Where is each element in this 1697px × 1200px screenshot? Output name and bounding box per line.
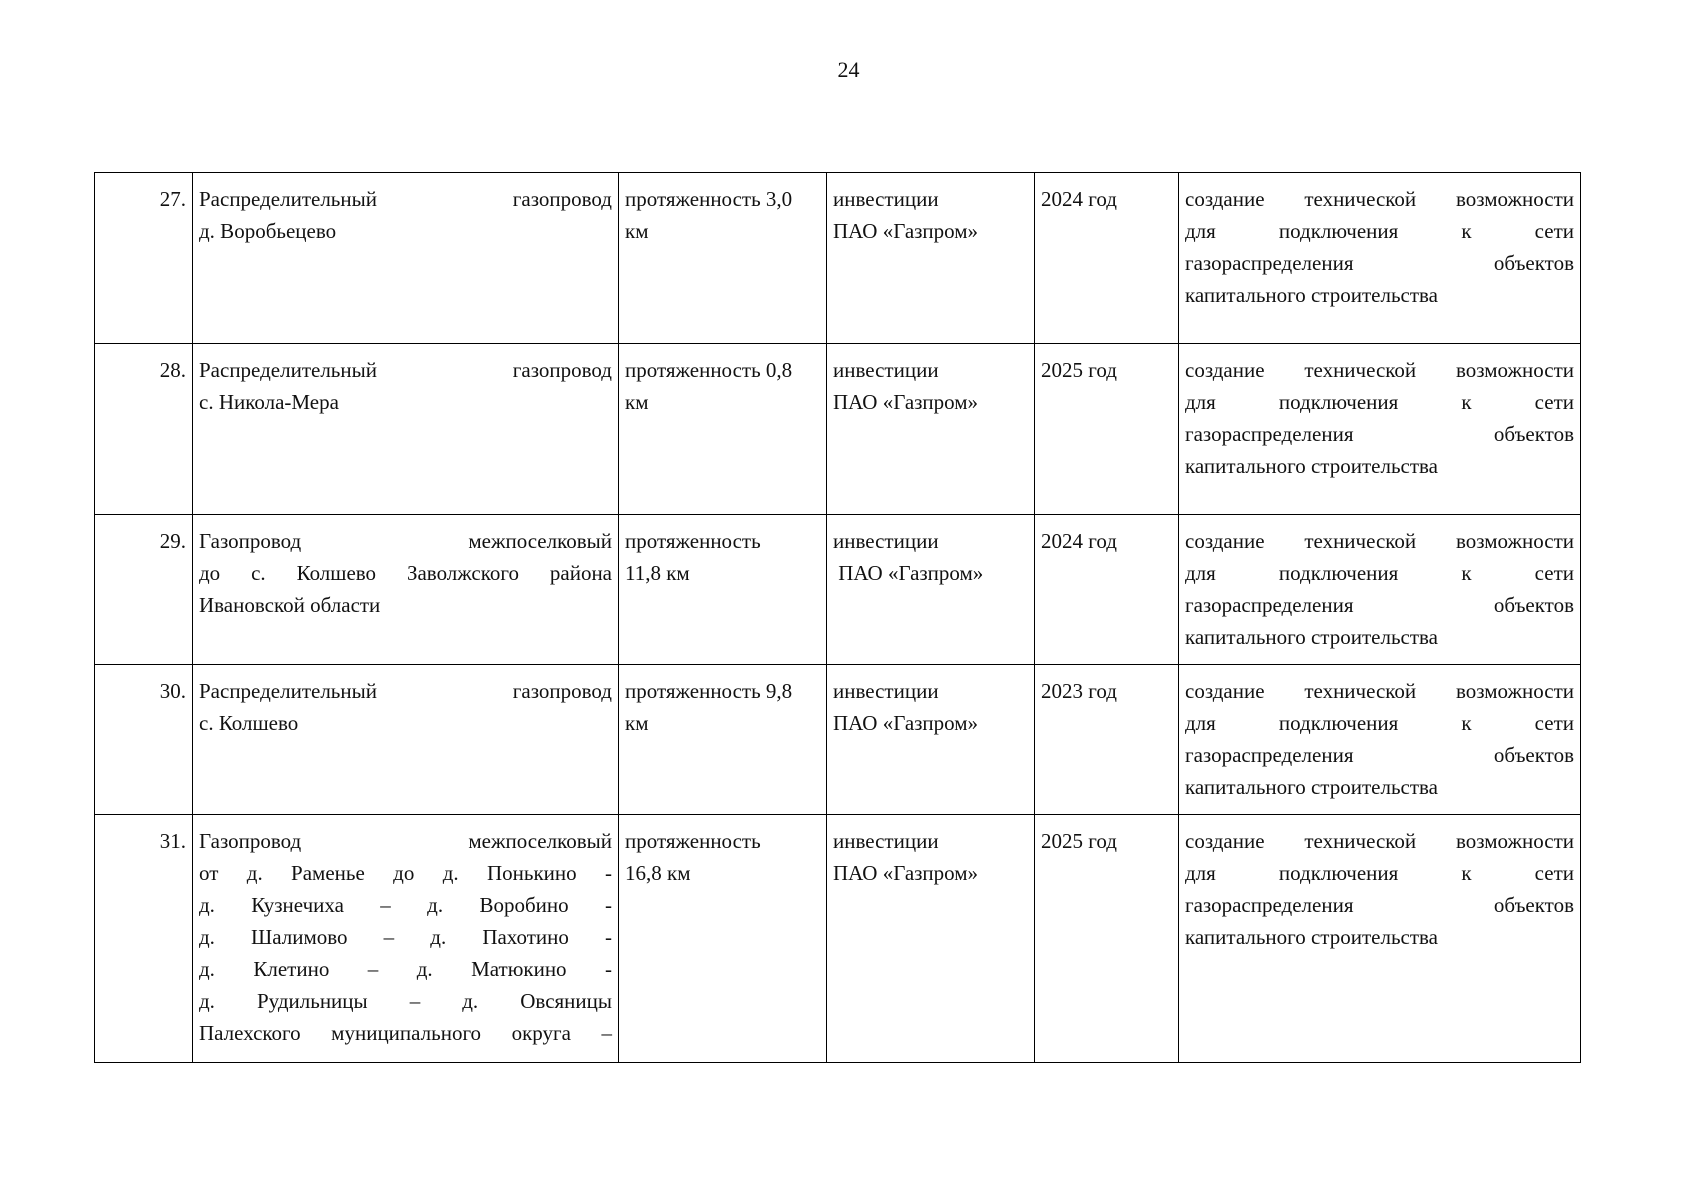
year-cell: 2024 год	[1035, 515, 1179, 665]
size-cell	[619, 815, 827, 1063]
object-name-cell	[193, 515, 619, 665]
size-cell	[619, 665, 827, 815]
size-cell	[619, 515, 827, 665]
purpose-line: создание технической возможности	[1185, 829, 1574, 853]
purpose-line: газораспределения объектов	[1185, 593, 1574, 617]
purpose-line: капитального строительства	[1185, 454, 1438, 478]
source-cell	[827, 344, 1035, 515]
source-line: инвестиции	[833, 529, 939, 553]
object-name-line: от д. Раменье до д. Понькино -	[199, 861, 612, 885]
table-row	[95, 515, 1581, 665]
purpose-line: для подключения к сети	[1185, 711, 1574, 735]
object-name-line: д. Клетино – д. Матюкино -	[199, 957, 612, 981]
object-name-line: с. Никола-Мера	[199, 390, 339, 414]
object-name-line: Палехского муниципального округа –	[199, 1021, 612, 1045]
purpose-line: капитального строительства	[1185, 925, 1438, 949]
size-line: протяженность	[625, 829, 761, 853]
source-cell	[827, 665, 1035, 815]
object-name-line: д. Рудильницы – д. Овсяницы	[199, 989, 612, 1013]
purpose-line: газораспределения объектов	[1185, 743, 1574, 767]
year-cell: 2025 год	[1035, 344, 1179, 515]
purpose-cell	[1179, 515, 1581, 665]
table-row	[95, 815, 1581, 1063]
purpose-line: газораспределения объектов	[1185, 422, 1574, 446]
object-name-line: д. Шалимово – д. Пахотино -	[199, 925, 612, 949]
source-cell	[827, 815, 1035, 1063]
purpose-line: капитального строительства	[1185, 625, 1438, 649]
purpose-line: создание технической возможности	[1185, 529, 1574, 553]
table-row	[95, 173, 1581, 344]
source-line: инвестиции	[833, 187, 939, 211]
size-cell	[619, 173, 827, 344]
object-name-cell	[193, 173, 619, 344]
row-number: 30.	[95, 665, 193, 815]
row-number: 27.	[95, 173, 193, 344]
size-line: протяженность 0,8	[625, 358, 793, 382]
page-number: 24	[837, 57, 860, 82]
object-name-line: д. Кузнечиха – д. Воробино -	[199, 893, 612, 917]
purpose-line: для подключения к сети	[1185, 861, 1574, 885]
year-cell: 2025 год	[1035, 815, 1179, 1063]
size-line: 16,8 км	[625, 861, 691, 885]
object-name-line: до с. Колшево Заволжского района	[199, 561, 612, 585]
size-line: км	[625, 390, 649, 414]
object-name-cell	[193, 665, 619, 815]
purpose-line: газораспределения объектов	[1185, 251, 1574, 275]
object-name-line: Распределительный газопровод	[199, 358, 612, 382]
infrastructure-table	[94, 172, 1581, 1063]
source-line: ПАО «Газпром»	[833, 861, 979, 885]
purpose-line: создание технической возможности	[1185, 358, 1574, 382]
source-line: ПАО «Газпром»	[833, 711, 979, 735]
purpose-line: капитального строительства	[1185, 775, 1438, 799]
source-line: инвестиции	[833, 358, 939, 382]
source-line: ПАО «Газпром»	[833, 219, 979, 243]
purpose-line: для подключения к сети	[1185, 219, 1574, 243]
object-name-line: д. Воробьецево	[199, 219, 337, 243]
object-name-line: Распределительный газопровод	[199, 187, 612, 211]
source-cell	[827, 515, 1035, 665]
size-line: 11,8 км	[625, 561, 690, 585]
size-cell	[619, 344, 827, 515]
source-line: инвестиции	[833, 679, 939, 703]
table-row	[95, 344, 1581, 515]
purpose-line: для подключения к сети	[1185, 390, 1574, 414]
purpose-cell	[1179, 815, 1581, 1063]
purpose-line: для подключения к сети	[1185, 561, 1574, 585]
object-name-line: Ивановской области	[199, 593, 381, 617]
year-cell: 2023 год	[1035, 665, 1179, 815]
object-name-line: Распределительный газопровод	[199, 679, 612, 703]
object-name-line: Газопровод межпоселковый	[199, 829, 612, 853]
source-line: инвестиции	[833, 829, 939, 853]
year-cell: 2024 год	[1035, 173, 1179, 344]
purpose-line: создание технической возможности	[1185, 679, 1574, 703]
purpose-cell	[1179, 344, 1581, 515]
purpose-line: создание технической возможности	[1185, 187, 1574, 211]
object-name-line: Газопровод межпоселковый	[199, 529, 612, 553]
row-number: 31.	[95, 815, 193, 1063]
source-line: ПАО «Газпром»	[833, 561, 984, 585]
purpose-line: капитального строительства	[1185, 283, 1438, 307]
row-number: 28.	[95, 344, 193, 515]
table-row	[95, 665, 1581, 815]
size-line: км	[625, 219, 649, 243]
row-number: 29.	[95, 515, 193, 665]
purpose-cell	[1179, 665, 1581, 815]
object-name-cell	[193, 344, 619, 515]
size-line: протяженность	[625, 529, 761, 553]
size-line: протяженность 9,8	[625, 679, 793, 703]
size-line: протяженность 3,0	[625, 187, 793, 211]
object-name-line: с. Колшево	[199, 711, 299, 735]
source-cell	[827, 173, 1035, 344]
purpose-cell	[1179, 173, 1581, 344]
source-line: ПАО «Газпром»	[833, 390, 979, 414]
object-name-cell	[193, 815, 619, 1063]
purpose-line: газораспределения объектов	[1185, 893, 1574, 917]
size-line: км	[625, 711, 649, 735]
